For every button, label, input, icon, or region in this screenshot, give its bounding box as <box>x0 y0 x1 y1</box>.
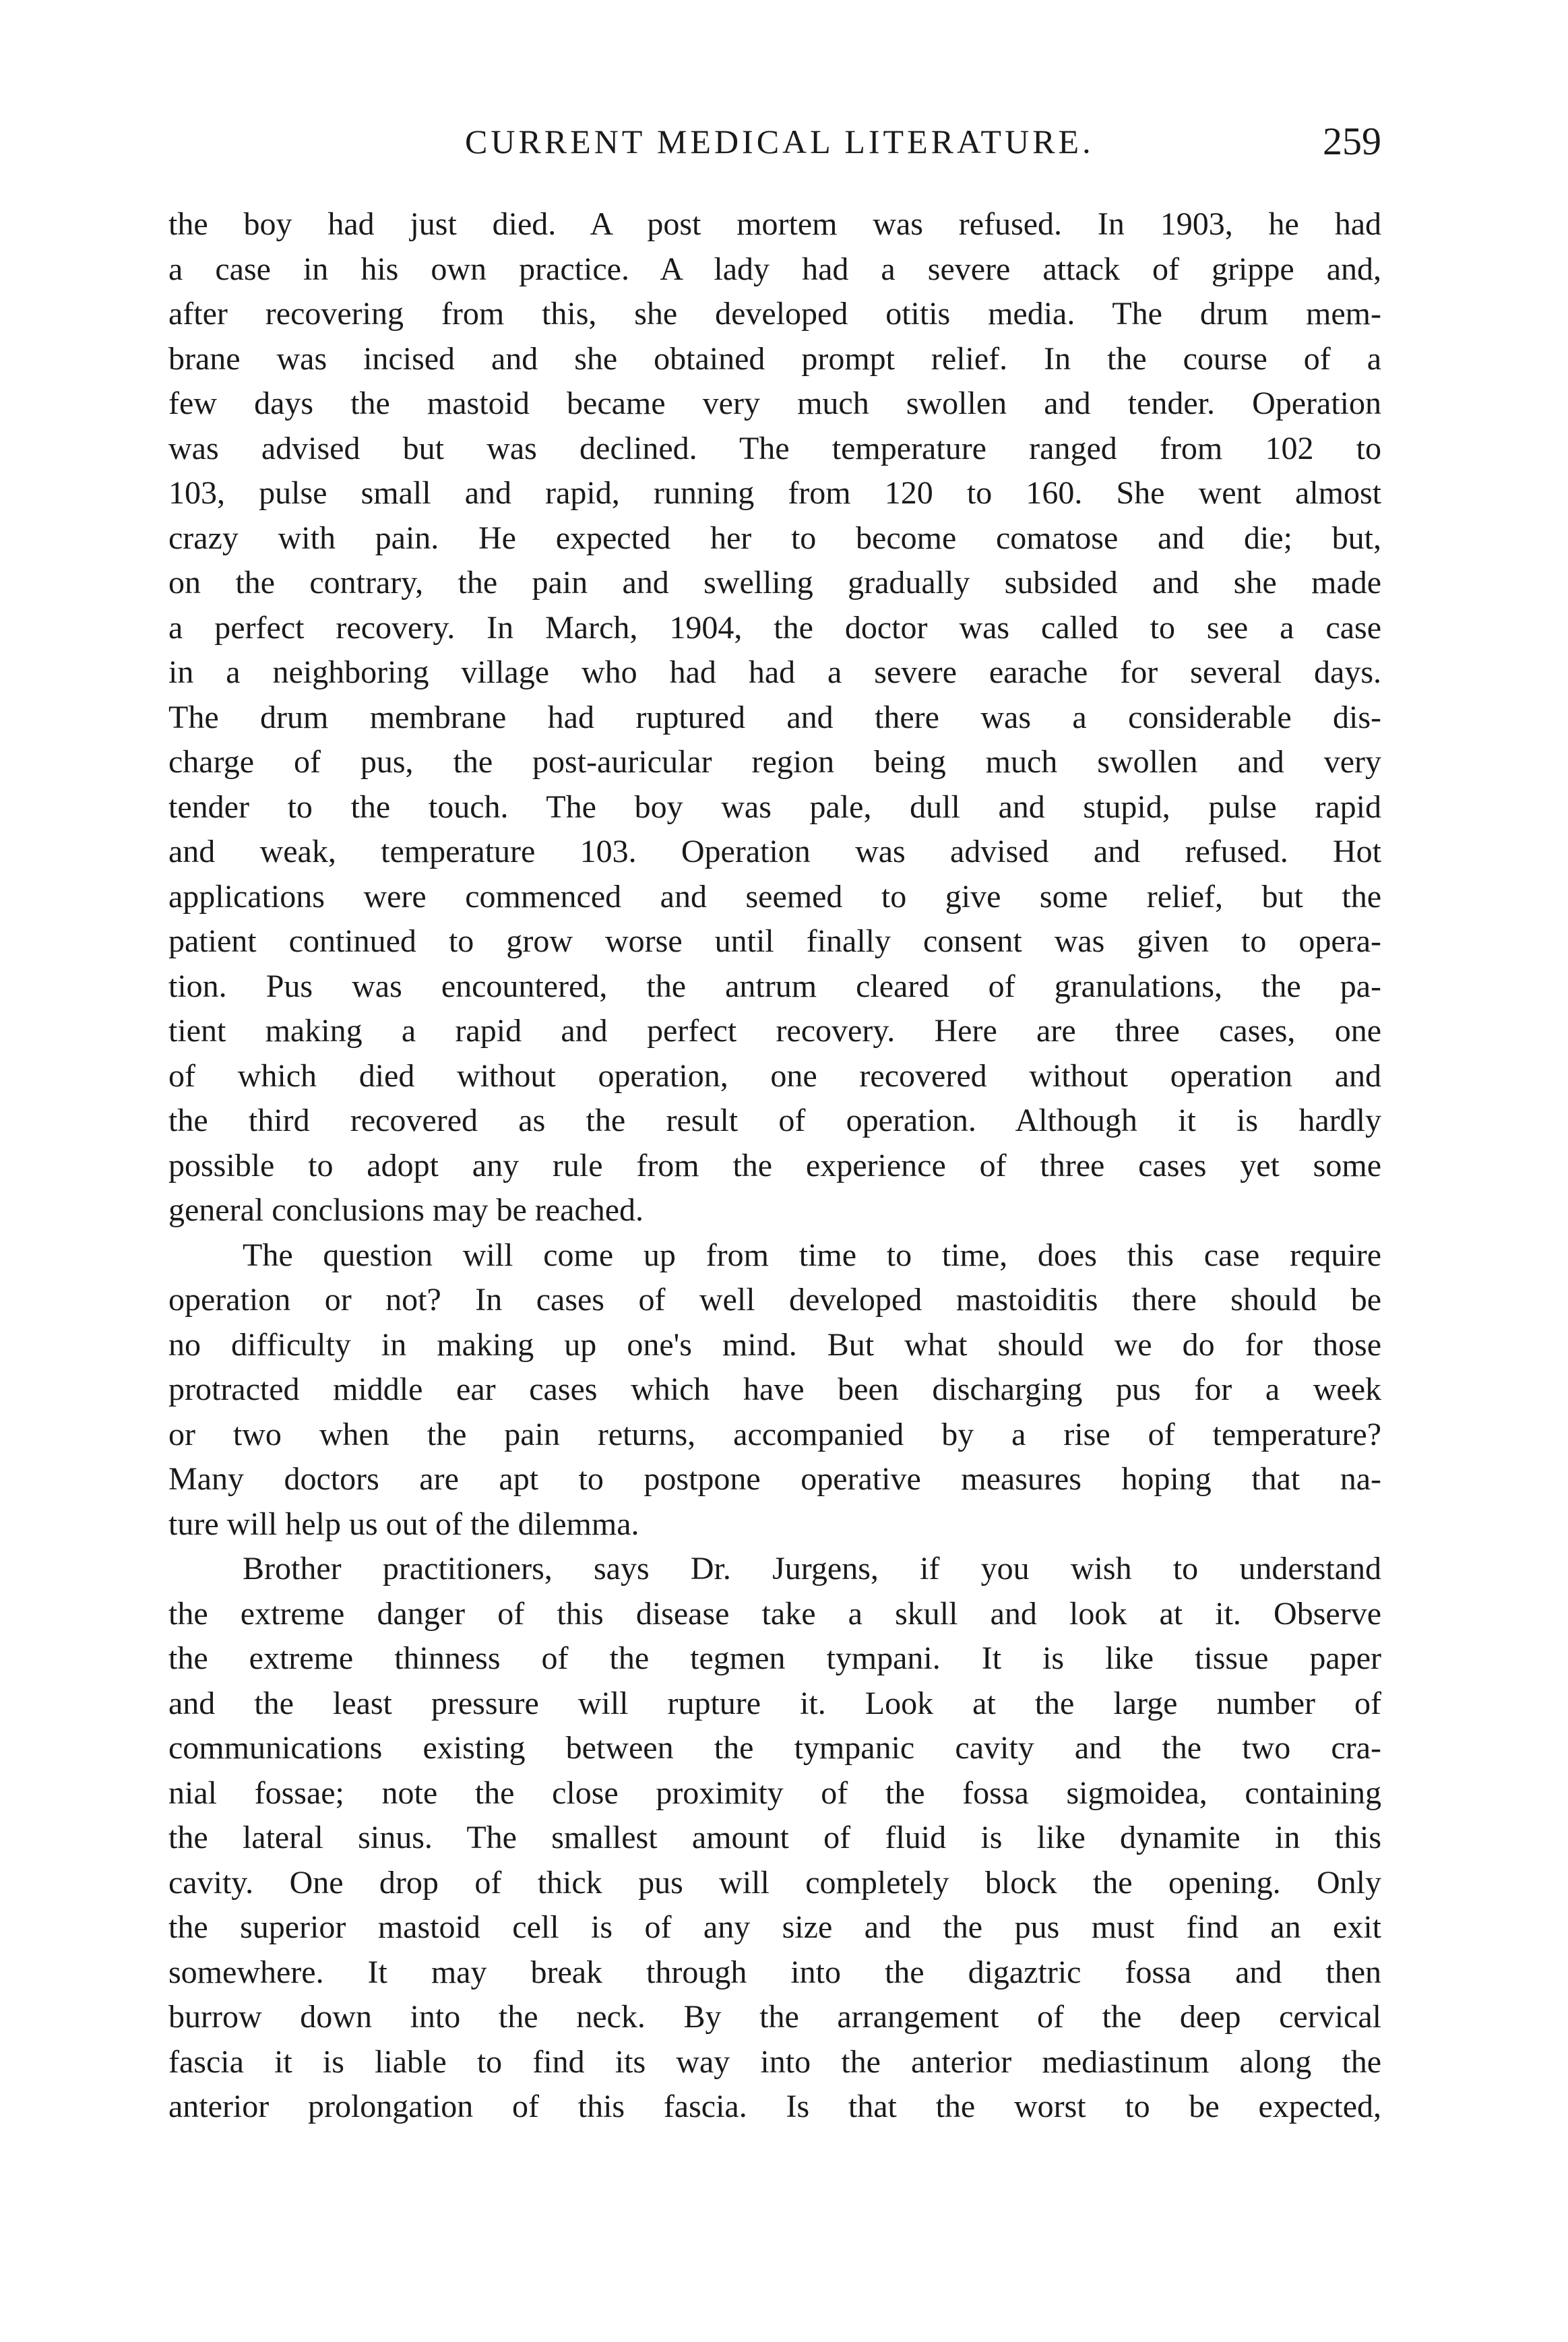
text-line: and the least pressure will rupture it. Look at the large number of <box>168 1685 1381 1721</box>
page-number: 259 <box>1323 119 1381 163</box>
text-line: The drum membrane had ruptured and there was a considerable dis- <box>168 699 1381 735</box>
text-line: a perfect recovery. In March, 1904, the doctor was called to see a case <box>168 609 1381 646</box>
text-line: no difficulty in making up one's mind. But what should we do for those <box>168 1326 1381 1363</box>
body-text <box>168 202 1381 2130</box>
text-line: on the contrary, the pain and swelling gradually subsided and she made <box>168 565 1381 600</box>
running-title: CURRENT MEDICAL LITERATURE. <box>465 123 1094 160</box>
text-line: the superior mastoid cell is of any size and the pus must find an exit <box>168 1909 1381 1945</box>
text-line: operation or not? In cases of well developed mastoiditis there should be <box>168 1282 1381 1318</box>
text-line: Brother practitioners, says Dr. Jurgens, if you wish to understand <box>243 1551 1381 1586</box>
text-line: applications were commenced and seemed to give some relief, but the <box>168 878 1381 915</box>
text-line: few days the mastoid became very much swollen and tender. Operation <box>168 386 1381 421</box>
text-line: possible to adopt any rule from the experience of three cases yet some <box>168 1147 1381 1183</box>
running-header <box>168 115 1381 168</box>
text-line: burrow down into the neck. By the arrangement of the deep cervical <box>168 1999 1381 2035</box>
text-line: Many doctors are apt to postpone operative measures hoping that na- <box>168 1461 1381 1497</box>
text-line: the extreme thinness of the tegmen tympani. It is like tissue paper <box>168 1640 1381 1676</box>
text-line: 103, pulse small and rapid, running from 120 to 160. She went almost <box>168 475 1381 511</box>
text-line: or two when the pain returns, accompanied by a rise of temperature? <box>168 1416 1381 1452</box>
text-line: general conclusions may be reached. <box>168 1192 644 1228</box>
text-line: somewhere. It may break through into the digaztric fossa and then <box>168 1954 1381 1990</box>
text-line: The question will come up from time to time, does this case require <box>243 1237 1381 1273</box>
text-line: anterior prolongation of this fascia. Is that the worst to be expected, <box>168 2089 1381 2124</box>
text-line: crazy with pain. He expected her to become comatose and die; but, <box>168 520 1381 556</box>
text-line: the boy had just died. A post mortem was refused. In 1903, he had <box>168 206 1381 242</box>
text-line: brane was incised and she obtained prompt relief. In the course of a <box>168 340 1381 377</box>
text-line: in a neighboring village who had had a severe earache for several days. <box>168 654 1381 690</box>
text-line: after recovering from this, she developed otitis media. The drum mem- <box>168 296 1381 332</box>
text-line: tion. Pus was encountered, the antrum cleared of granulations, the pa- <box>168 968 1381 1004</box>
text-line: ture will help us out of the dilemma. <box>168 1506 639 1542</box>
text-line: was advised but was declined. The temperature ranged from 102 to <box>168 430 1381 466</box>
text-line: the third recovered as the result of operation. Although it is hardly <box>168 1103 1381 1138</box>
text-line: fascia it is liable to find its way into the anterior mediastinum along the <box>168 2043 1381 2080</box>
text-line: patient continued to grow worse until finally consent was given to opera- <box>168 923 1381 959</box>
text-line: a case in his own practice. A lady had a severe attack of grippe and, <box>168 251 1381 287</box>
text-line: tender to the touch. The boy was pale, dull and stupid, pulse rapid <box>168 789 1381 825</box>
text-line: nial fossae; note the close proximity of the fossa sigmoidea, containing <box>168 1775 1381 1811</box>
text-line: tient making a rapid and perfect recovery. Here are three cases, one <box>168 1013 1381 1049</box>
text-line: the lateral sinus. The smallest amount of fluid is like dynamite in this <box>168 1820 1381 1855</box>
text-line: cavity. One drop of thick pus will completely block the opening. Only <box>168 1864 1381 1901</box>
text-line: of which died without operation, one recovered without operation and <box>168 1057 1381 1094</box>
text-line: protracted middle ear cases which have been discharging pus for a week <box>168 1372 1381 1407</box>
text-line: and weak, temperature 103. Operation was advised and refused. Hot <box>168 834 1381 869</box>
text-line: the extreme danger of this disease take a skull and look at it. Observe <box>168 1595 1381 1632</box>
text-line: communications existing between the tympanic cavity and the two cra- <box>168 1730 1381 1766</box>
text-line: charge of pus, the post-auricular region being much swollen and very <box>168 744 1381 780</box>
